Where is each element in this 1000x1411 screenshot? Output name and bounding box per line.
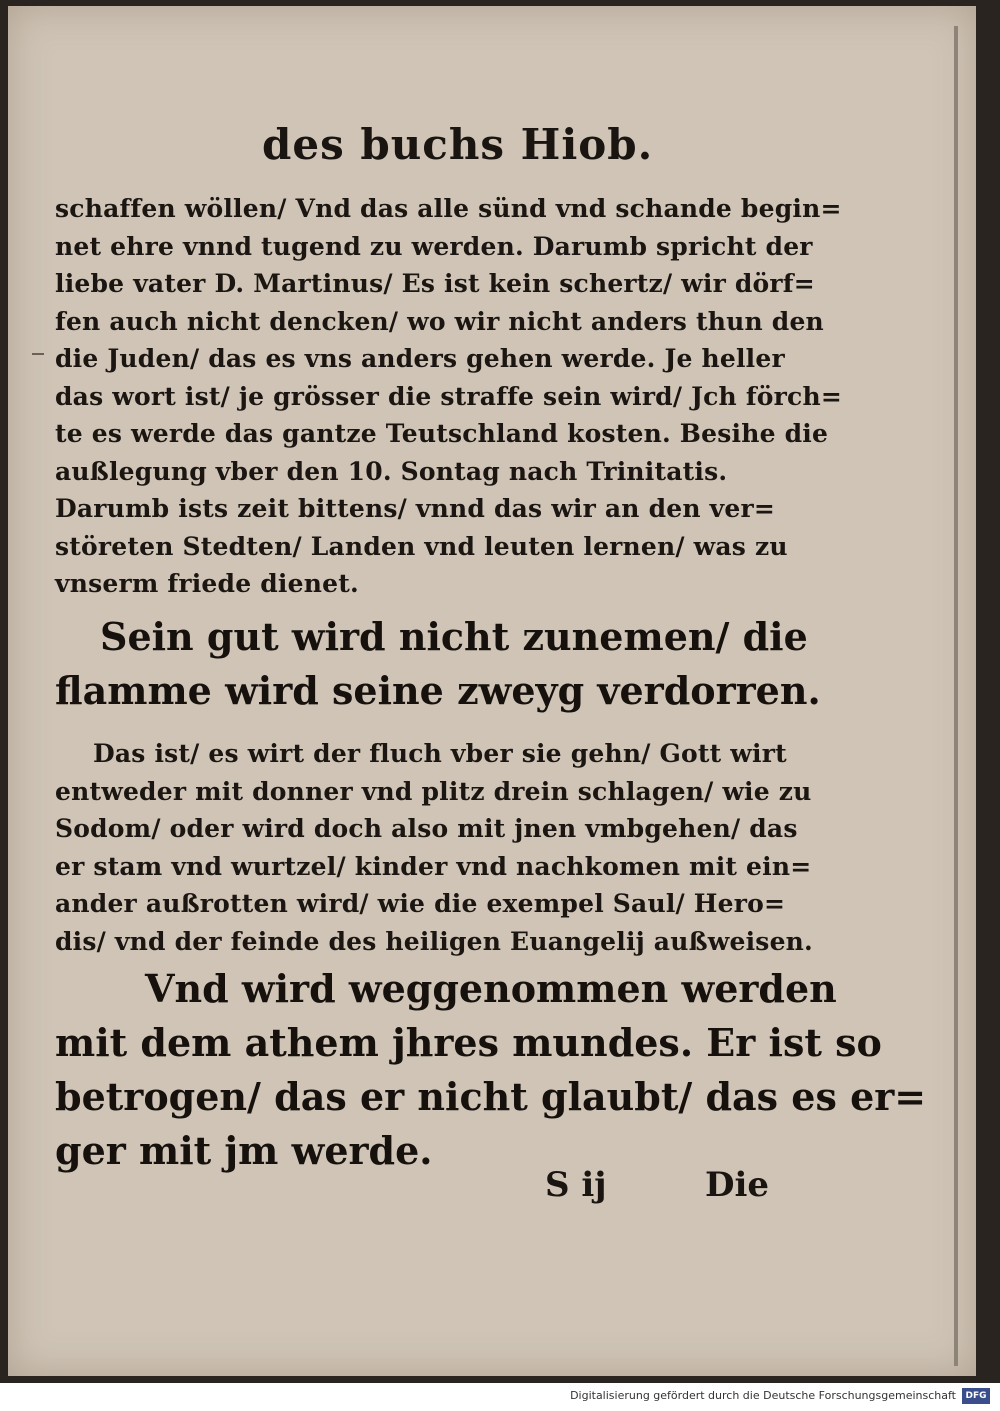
verse-line: flamme wird seine zweyg verdorren. xyxy=(55,668,821,713)
text-line: die Juden/ das es vns anders gehen werde. Je heller xyxy=(55,344,785,373)
text-line: störeten Stedten/ Landen vnd leuten lernen/ was zu xyxy=(55,531,788,561)
text-line: außlegung vber den 10. Sontag nach Trinitatis. xyxy=(55,456,728,486)
verse-2 xyxy=(55,962,927,1178)
margin-mark xyxy=(32,353,44,355)
text-line: das wort ist/ je grösser die straffe sein wird/ Jch förch= xyxy=(55,381,842,411)
verse-line: betrogen/ das er nicht glaubt/ das es er= xyxy=(55,1074,927,1119)
text-line: schaffen wöllen/ Vnd das alle sünd vnd schande begin= xyxy=(55,194,842,223)
text-line: entweder mit donner vnd plitz drein schlagen/ wie zu xyxy=(55,776,812,806)
text-line: dis/ vnd der feinde des heiligen Euangelij außweisen. xyxy=(55,926,813,956)
text-line: vnserm friede dienet. xyxy=(55,569,359,598)
paragraph-1 xyxy=(55,190,842,603)
dfg-logo-icon: DFG xyxy=(962,1388,990,1404)
text-line: net ehre vnnd tugend zu werden. Darumb spricht der xyxy=(55,231,813,261)
signature-mark: S ij xyxy=(545,1165,607,1205)
text-line: fen auch nicht dencken/ wo wir nicht anders thun den xyxy=(55,306,824,336)
verse-line: mit dem athem jhres mundes. Er ist so xyxy=(55,1020,882,1065)
verse-line: Vnd wird weggenommen werden xyxy=(145,966,837,1011)
text-line: Darumb ists zeit bittens/ vnnd das wir an den ver= xyxy=(55,494,775,523)
page-edge xyxy=(954,26,958,1366)
running-head: des buchs Hiob. xyxy=(262,120,654,169)
attribution-bar xyxy=(0,1383,1000,1411)
text-line: er stam vnd wurtzel/ kinder vnd nachkomen mit ein= xyxy=(55,851,812,881)
attribution-text: Digitalisierung gefördert durch die Deutsche Forschungsgemeinschaft xyxy=(570,1389,956,1402)
verse-line: ger mit jm werde. xyxy=(55,1128,433,1173)
verse-1 xyxy=(55,610,830,718)
verse-line: Sein gut wird nicht zunemen/ die xyxy=(100,614,808,659)
text-line: Das ist/ es wirt der fluch vber sie gehn/ Gott wirt xyxy=(93,739,787,768)
text-line: Sodom/ oder wird doch also mit jnen vmbgehen/ das xyxy=(55,814,798,843)
text-line: ander außrotten wird/ wie die exempel Saul/ Hero= xyxy=(55,889,786,918)
paragraph-2 xyxy=(55,735,813,960)
text-line: te es werde das gantze Teutschland kosten. Besihe die xyxy=(55,419,829,448)
text-line: liebe vater D. Martinus/ Es ist kein schertz/ wir dörf= xyxy=(55,269,815,298)
catchword: Die xyxy=(705,1165,770,1205)
